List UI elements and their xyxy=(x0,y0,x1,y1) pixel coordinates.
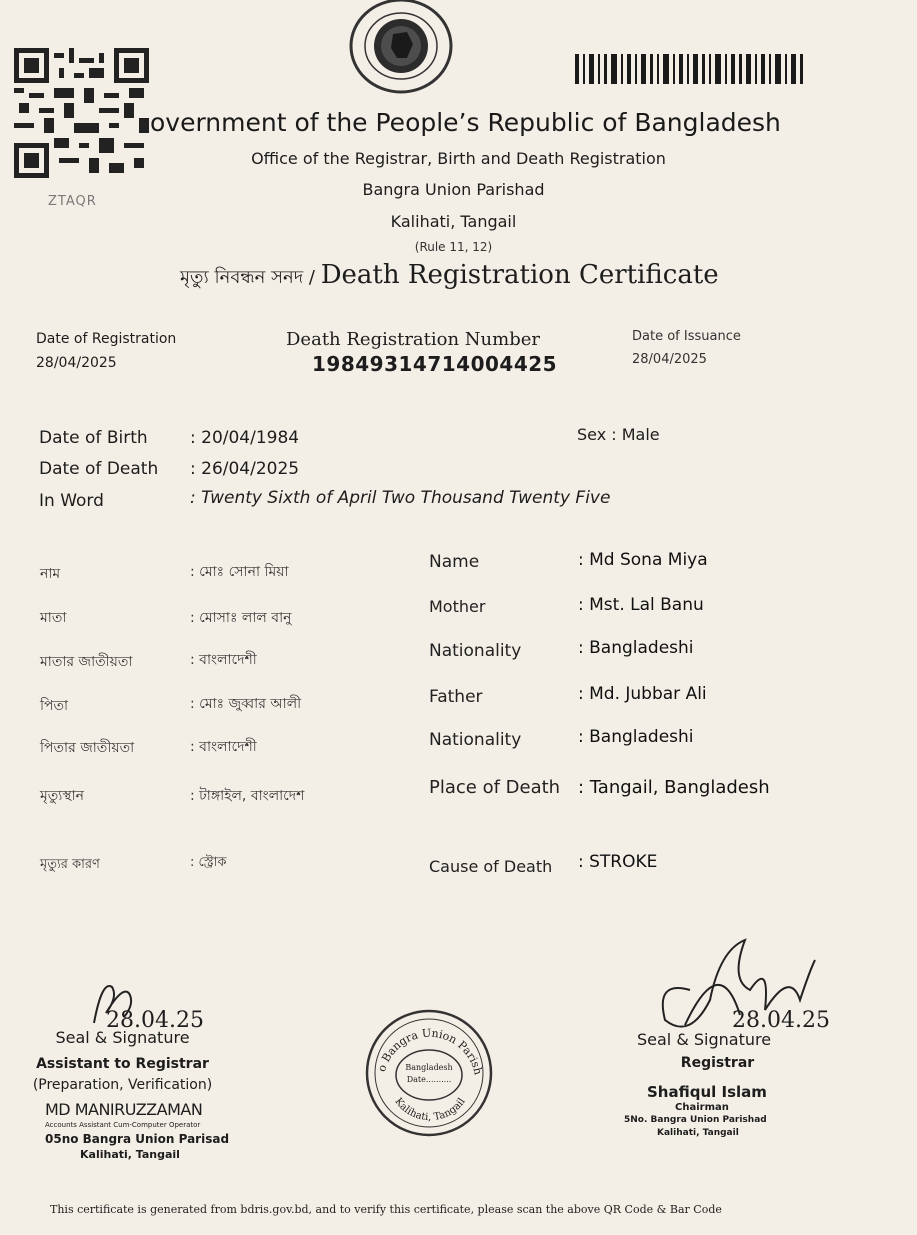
assistant-stamp-line1: Accounts Assistant Cum-Computer Operator xyxy=(45,1121,201,1129)
field-bn-value: : মোঃ সোনা মিয়া xyxy=(190,564,289,580)
field-en-label: Father xyxy=(429,687,483,707)
field-bn-label: মাতা xyxy=(40,610,67,626)
assistant-role-sub: (Preparation, Verification) xyxy=(32,1077,213,1093)
field-bn-label: মৃত্যুস্থান xyxy=(40,788,85,804)
field-bn-label: পিতার জাতীয়তা xyxy=(40,740,135,756)
union-parishad-seal xyxy=(362,1008,497,1138)
location-name: Kalihati, Tangail xyxy=(390,212,517,231)
certificate-title xyxy=(180,260,719,294)
in-word-value: : Twenty Sixth of April Two Thousand Twenty Five xyxy=(190,488,611,508)
barcode-image xyxy=(575,52,805,86)
in-word-label: In Word xyxy=(39,491,104,511)
registration-date-value: 28/04/2025 xyxy=(36,355,117,371)
certificate-title-en: Death Registration Certificate xyxy=(320,260,719,290)
field-bn-value: : বাংলাদেশী xyxy=(190,652,257,668)
field-en-value: : Md. Jubbar Ali xyxy=(578,684,707,704)
seal-ring-text: o Bangra Union Parish xyxy=(375,1026,485,1077)
field-en-value: : Mst. Lal Banu xyxy=(578,595,704,615)
field-bn-value: : মোঃ জুব্বার আলী xyxy=(190,696,302,712)
assistant-name: MD MANIRUZZAMAN xyxy=(45,1100,203,1119)
assistant-stamp-line2: 05no Bangra Union Parisad xyxy=(45,1132,230,1146)
seal-inner-line1: Bangladesh xyxy=(405,1063,453,1072)
registrar-role: Registrar xyxy=(680,1055,755,1071)
field-en-value: : Bangladeshi xyxy=(578,638,694,658)
registration-number-value: 19849314714004425 xyxy=(312,352,558,376)
qr-code-id: ZTAQR xyxy=(48,194,97,209)
registrar-stamp-line3: Kalihati, Tangail xyxy=(657,1128,739,1138)
field-bn-label: মাতার জাতীয়তা xyxy=(40,654,133,670)
verification-footer: This certificate is generated from bdris.gov.bd, and to verify this certificate, please scan the above QR Code & Bar Code xyxy=(50,1203,722,1216)
certificate-title-bn: মৃত্যু নিবন্ধন সনদ / xyxy=(180,267,321,288)
field-en-label: Nationality xyxy=(429,641,522,661)
government-emblem-icon xyxy=(347,0,455,96)
sex-value: Sex : Male xyxy=(577,425,660,444)
death-date-value: : 26/04/2025 xyxy=(190,459,300,479)
field-bn-value: : স্ট্রোক xyxy=(190,855,227,870)
field-en-value: : STROKE xyxy=(578,852,658,872)
field-en-label: Name xyxy=(429,552,480,572)
registrar-stamp-line1: Chairman xyxy=(675,1102,729,1113)
field-en-value: : Md Sona Miya xyxy=(578,550,708,570)
right-seal-label: Seal & Signature xyxy=(637,1030,772,1049)
seal-inner-line2: Date.......... xyxy=(406,1075,452,1084)
registrar-stamp-line2: 5No. Bangra Union Parishad xyxy=(624,1115,767,1125)
field-en-label: Mother xyxy=(429,597,486,616)
field-en-value: : Bangladeshi xyxy=(578,727,694,747)
field-bn-value: : বাংলাদেশী xyxy=(190,739,257,755)
registration-number-label: Death Registration Number xyxy=(286,329,540,350)
field-en-label: Cause of Death xyxy=(429,857,553,876)
birth-date-label: Date of Birth xyxy=(39,428,148,448)
assistant-role: Assistant to Registrar xyxy=(36,1056,209,1072)
registration-date-label: Date of Registration xyxy=(36,331,177,347)
office-name: Office of the Registrar, Birth and Death Registration xyxy=(251,149,666,168)
field-en-label: Place of Death xyxy=(429,777,561,798)
registrar-signature-date: 28.04.25 xyxy=(732,1008,830,1033)
field-bn-value: : মোসাঃ লাল বানু xyxy=(190,610,292,626)
field-bn-label: মৃত্যুর কারণ xyxy=(40,857,100,872)
field-bn-value: : টাঙ্গাইল, বাংলাদেশ xyxy=(190,788,305,804)
field-en-label: Nationality xyxy=(429,730,522,750)
death-date-label: Date of Death xyxy=(39,459,159,479)
rule-reference: (Rule 11, 12) xyxy=(414,240,493,254)
issuance-date-value: 28/04/2025 xyxy=(632,352,707,367)
issuance-date-label: Date of Issuance xyxy=(632,329,741,344)
field-en-value: : Tangail, Bangladesh xyxy=(578,777,770,798)
assistant-stamp-line3: Kalihati, Tangail xyxy=(80,1148,180,1161)
field-bn-label: পিতা xyxy=(40,698,69,714)
seal-bottom-text: Kalihati, Tangail xyxy=(392,1096,468,1124)
left-seal-label: Seal & Signature xyxy=(55,1028,190,1047)
field-bn-label: নাম xyxy=(40,566,61,582)
union-name: Bangra Union Parishad xyxy=(362,180,545,199)
government-title: overnment of the People’s Republic of Bangladesh xyxy=(150,108,781,137)
assistant-signature-date: 28.04.25 xyxy=(106,1008,204,1033)
registrar-name: Shafiqul Islam xyxy=(647,1083,767,1101)
birth-date-value: : 20/04/1984 xyxy=(190,428,300,448)
